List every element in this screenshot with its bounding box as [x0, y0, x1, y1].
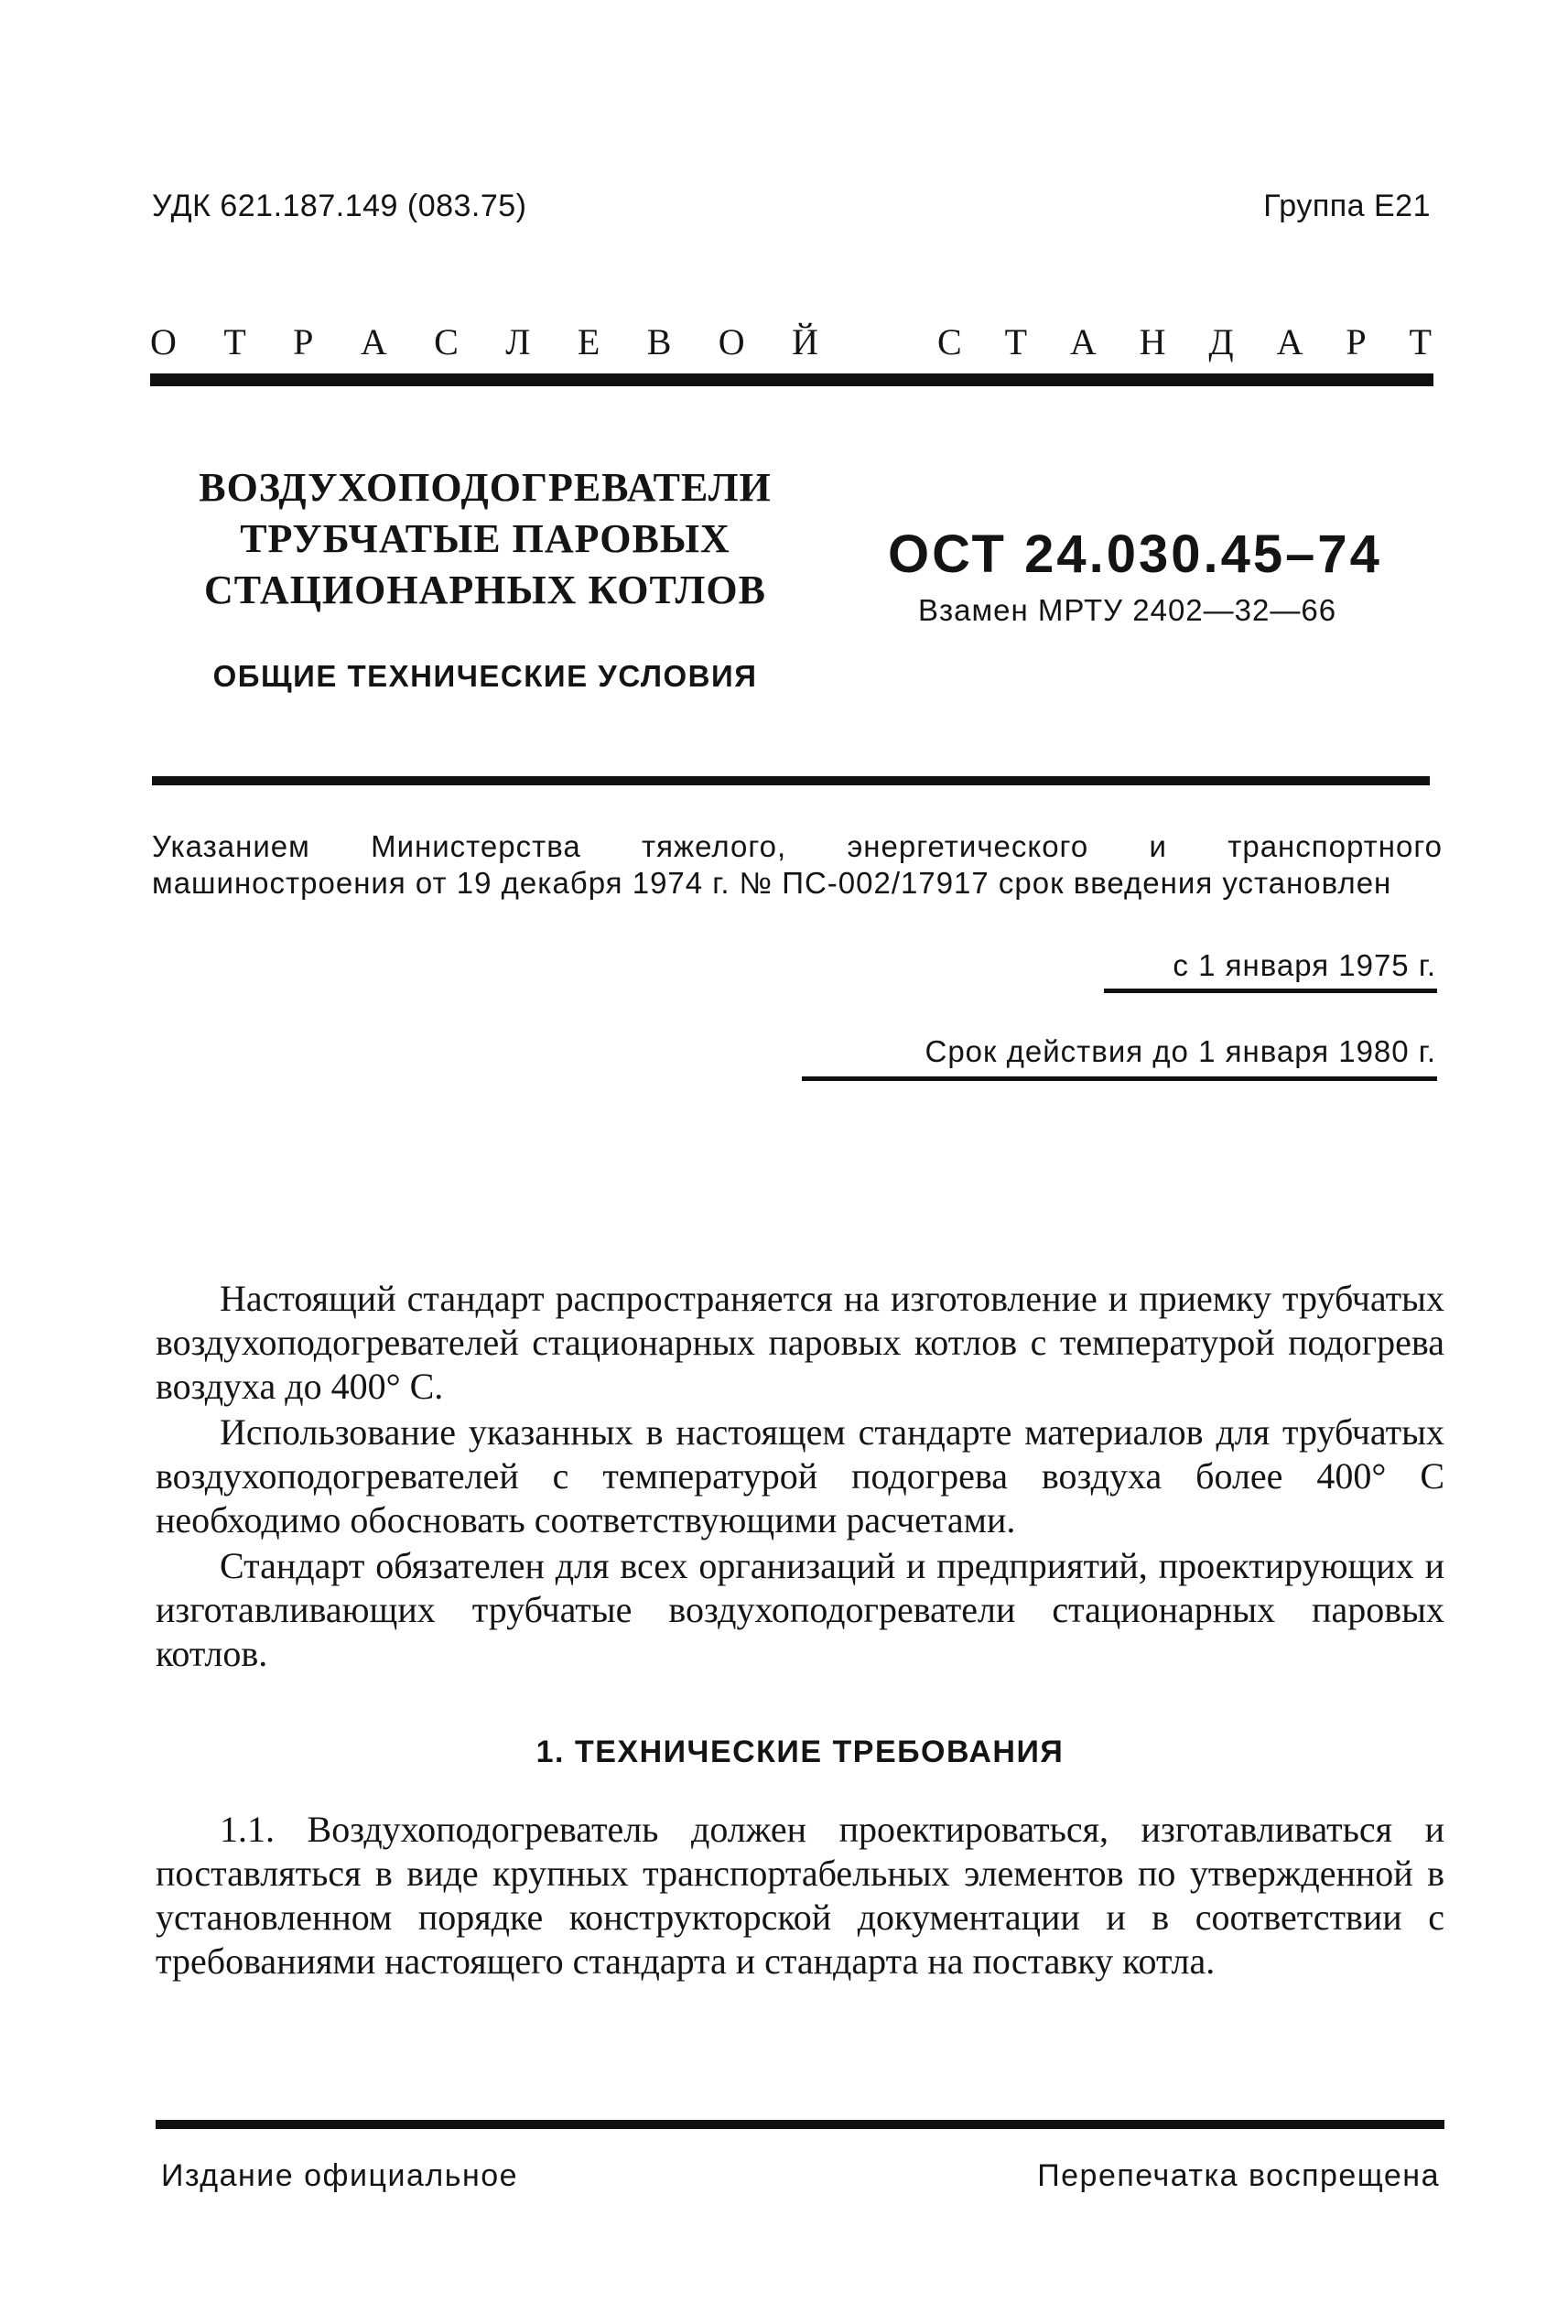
banner-rule — [150, 373, 1433, 386]
reprint-note: Перепечатка воспрещена — [1037, 2158, 1440, 2193]
banner-letter: О — [150, 321, 177, 362]
banner-letter: С — [434, 321, 459, 362]
paragraph: Стандарт обязателен для всех организаций и предприятий, проектирующих и изготавливающих трубчатые воздухоподогреватели стационарных паровых котлов. — [156, 1545, 1444, 1674]
banner-letter: Т — [223, 321, 246, 362]
banner-letter: О — [718, 321, 745, 362]
decree-text: Указанием Министерства тяжелого, энергетического и транспортного машиностроения от 19 декабря 1974 г. № ПС-002/17917 срок введения установлен — [152, 829, 1443, 900]
paragraph: Настоящий стандарт распространяется на изготовление и приемку трубчатых воздухоподогревателей стационарных паровых котлов с температурой подогрева воздуха до 400° С. — [156, 1278, 1444, 1407]
validity-underline — [802, 1076, 1437, 1081]
banner-letter: Л — [505, 321, 531, 362]
paragraph: Использование указанных в настоящем стандарте материалов для трубчатых воздухоподогревателей с температурой подогрева воздуха более 400° С необходимо обосновать соответствующими расчетами. — [156, 1411, 1444, 1540]
banner-letter: В — [646, 321, 672, 362]
title-line-3: СТАЦИОНАРНЫХ КОТЛОВ — [203, 567, 766, 612]
title-line-2: ТРУБЧАТЫЕ ПАРОВЫХ — [240, 516, 730, 561]
banner-letter: Р — [1346, 321, 1367, 362]
banner-word-otraslevoy — [150, 320, 818, 363]
banner-letter: С — [937, 321, 962, 362]
replaces-note: Взамен МРТУ 2402—32—66 — [918, 593, 1337, 627]
effective-date-underline — [1104, 989, 1437, 993]
banner-letter: Й — [792, 321, 818, 362]
footer-rule — [156, 2120, 1444, 2129]
edition-note: Издание официальное — [161, 2158, 519, 2193]
banner-word-standart — [937, 320, 1432, 363]
document-subtitle: ОБЩИЕ ТЕХНИЧЕСКИЕ УСЛОВИЯ — [212, 659, 758, 693]
banner-letter: Р — [293, 321, 314, 362]
effective-date: с 1 января 1975 г. — [1173, 948, 1436, 982]
title-line-1: ВОЗДУХОПОДОГРЕВАТЕЛИ — [199, 465, 772, 510]
validity-period: Срок действия до 1 января 1980 г. — [925, 1034, 1436, 1068]
banner-letter: Н — [1139, 321, 1166, 362]
banner-letter: Е — [577, 321, 600, 362]
scope-text — [156, 1277, 1444, 1678]
title-rule — [152, 776, 1430, 785]
section-heading: 1. ТЕХНИЧЕСКИЕ ТРЕБОВАНИЯ — [535, 1735, 1065, 1769]
section-text — [156, 1808, 1444, 1984]
banner-letter: Т — [1409, 321, 1432, 362]
banner-letter: А — [1069, 321, 1097, 362]
group-code: Группа Е21 — [1263, 189, 1431, 223]
banner-letter: Д — [1208, 321, 1234, 362]
banner-letter: Т — [1004, 321, 1027, 362]
standard-banner — [150, 320, 1432, 362]
udk-code: УДК 621.187.149 (083.75) — [152, 189, 527, 223]
document-title — [146, 462, 824, 616]
banner-letter: А — [360, 321, 387, 362]
banner-letter: А — [1276, 321, 1303, 362]
standard-designation: ОСТ 24.030.45–74 — [888, 524, 1382, 584]
clause-1-1: 1.1. Воздухоподогреватель должен проектироваться, изготавливаться и поставляться в виде крупных транспортабельных элементов по утвержденной в установленном порядке конструкторской документации и в соответствии с требованиями настоящего стандарта и стандарта на поставку котла. — [156, 1809, 1444, 1982]
